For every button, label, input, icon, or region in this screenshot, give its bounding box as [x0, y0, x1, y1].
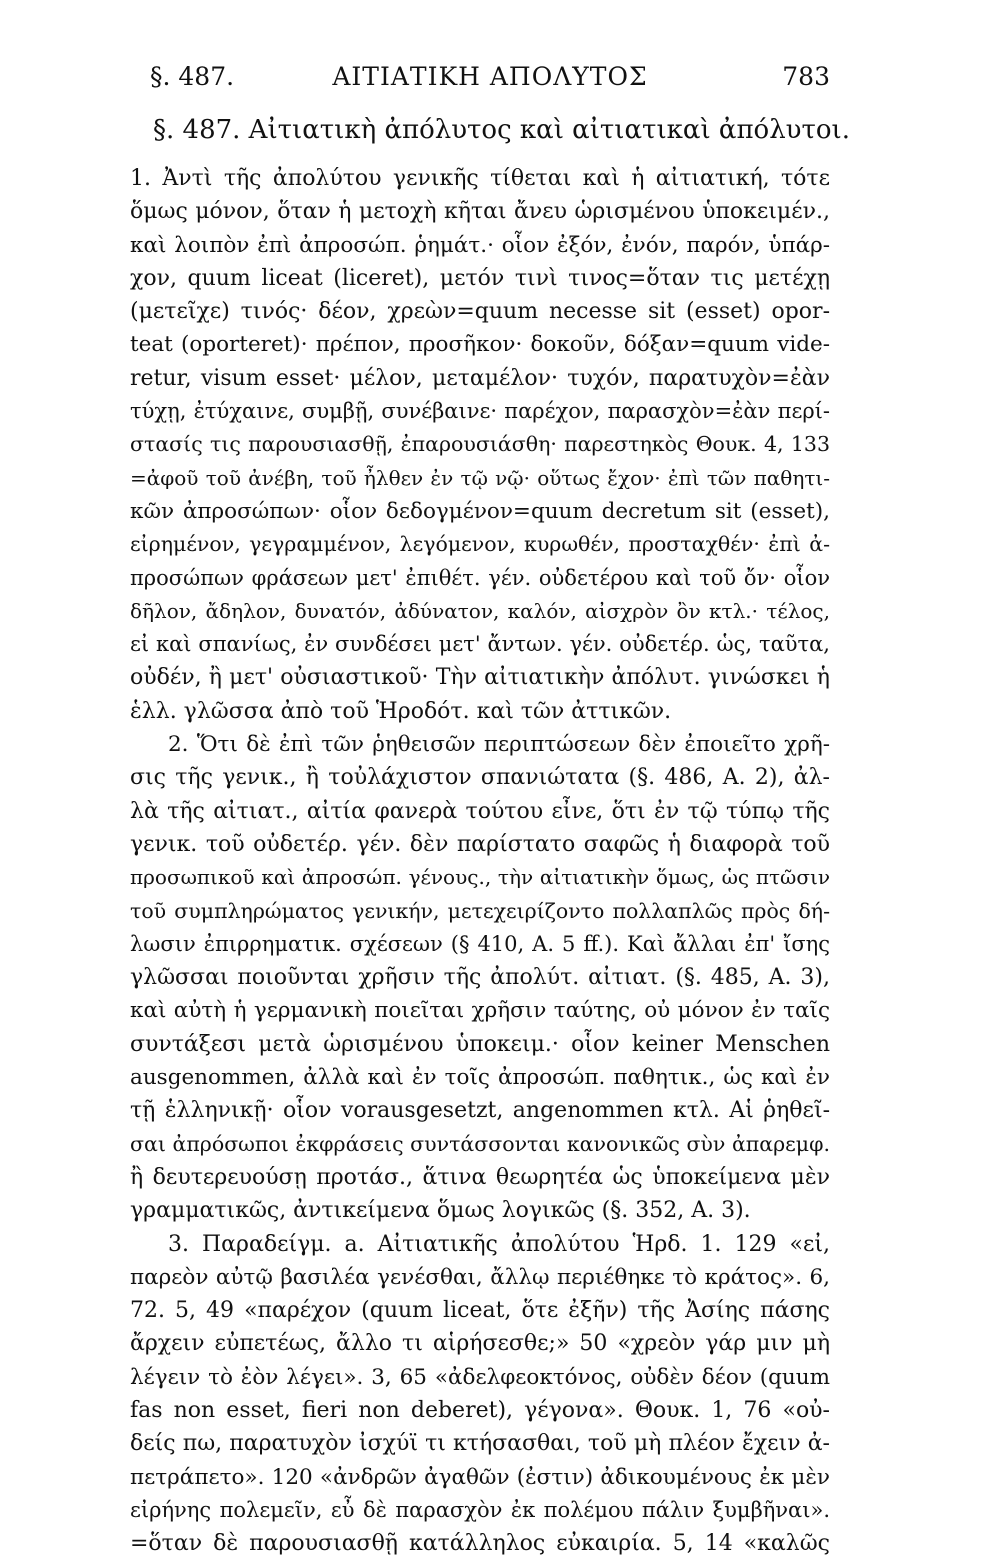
text-line: 72. 5, 49 «παρέχον (quum liceat, ὅτε ἐξῆν) τῆς Ἀσίης πάσης	[130, 1298, 830, 1324]
text-line: λὰ τῆς αἰτιατ., αἰτία φανερὰ τούτου εἶνε, ὅτι ἐν τῷ τύπῳ τῆς	[130, 798, 830, 824]
running-title: ΑΙΤΙΑΤΙΚΗ ΑΠΟΛΥΤΟΣ	[332, 62, 648, 91]
text-line: τοῦ συμπληρώματος γενικήν, μετεχειρίζοντο πολλαπλῶς πρὸς δή-	[130, 898, 830, 923]
text-line: ἑλλ. γλῶσσα ἀπὸ τοῦ Ἡροδότ. καὶ τῶν ἀττικῶν.	[130, 698, 672, 724]
text-line: =ἀφοῦ τοῦ ἀνέβη, τοῦ ἦλθεν ἐν τῷ νῷ· οὕτως ἔχον· ἐπὶ τῶν παθητι-	[130, 465, 830, 490]
text-line: =ὅταν δὲ παρουσιασθῇ κατάλληλος εὐκαιρία. 5, 14 «καλῶς	[130, 1531, 830, 1557]
text-line: τύχῃ, ἐτύχαινε, συμβῇ, συνέβαινε· παρέχον, παρασχὸν=ἐὰν περί-	[130, 399, 830, 424]
section-marker: §. 487.	[150, 62, 235, 91]
running-head	[150, 62, 830, 102]
text-line: fas non esset, fieri non deberet), γέγονα». Θουκ. 1, 76 «οὐ-	[130, 1397, 830, 1423]
text-line: σις τῆς γενικ., ἢ τοὐλάχιστον σπανιώτατα (§. 486, A. 2), ἀλ-	[130, 765, 830, 791]
text-line: retur, visum esset· μέλον, μεταμέλον· τυχόν, παρατυχὸν=ἐὰν	[130, 365, 830, 391]
text-line: λέγειν τὸ ἐὸν λέγει». 3, 65 «ἀδελφεοκτόνος, οὐδὲν δέον (quum	[130, 1364, 830, 1390]
section-heading: §. 487. Αἰτιατικὴ ἀπόλυτος καὶ αἰτιατικαὶ ἀπόλυτοι.	[153, 115, 850, 145]
text-line: καὶ λοιπὸν ἐπὶ ἀπροσώπ. ῥημάτ.· οἷον ἐξόν, ἐνόν, παρόν, ὑπάρ-	[130, 232, 830, 258]
text-line: ἄρχειν εὐπετέως, ἄλλο τι αἱρήσεσθε;» 50 «χρεὸν γάρ μιν μὴ	[130, 1331, 830, 1357]
text-line: 1. Ἀντὶ τῆς ἀπολύτου γενικῆς τίθεται καὶ ἡ αἰτιατική, τότε	[130, 166, 830, 191]
text-line: εἰ καὶ σπανίως, ἐν συνδέσει μετ' ἄντων. γέν. οὐδετέρ. ὡς, ταῦτα,	[130, 632, 830, 657]
text-line: ἢ δευτερευούσῃ προτάσ., ἅτινα θεωρητέα ὡς ὑποκείμενα μὲν	[130, 1164, 830, 1190]
text-line: σαι ἀπρόσωποι ἐκφράσεις συντάσσονται κανονικῶς σὺν ἀπαρεμφ.	[130, 1131, 830, 1156]
text-line: γενικ. τοῦ οὐδετέρ. γέν. δὲν παρίστατο σαφῶς ἡ διαφορὰ τοῦ	[130, 831, 830, 857]
text-line: 2. Ὅτι δὲ ἐπὶ τῶν ῥηθεισῶν περιπτώσεων δὲν ἐποιεῖτο χρῆ-	[168, 732, 830, 758]
body-text	[130, 162, 830, 1560]
text-line: γραμματικῶς, ἀντικείμενα ὅμως λογικῶς (§. 352, A. 3).	[130, 1198, 751, 1224]
text-line: δῆλον, ἄδηλον, δυνατόν, ἀδύνατον, καλόν, αἰσχρὸν ὂν κτλ.· τέλος,	[130, 598, 830, 623]
text-line: ὅμως μόνον, ὅταν ἡ μετοχὴ κῆται ἄνευ ὡρισμένου ὑποκειμέν.,	[130, 199, 830, 225]
text-line: πετράπετο». 120 «ἀνδρῶν ἀγαθῶν (ἐστιν) ἀδικουμένους ἐκ μὲν	[130, 1464, 830, 1490]
text-line: γλῶσσαι ποιοῦνται χρῆσιν τῆς ἀπολύτ. αἰτιατ. (§. 485, A. 3),	[130, 965, 830, 991]
text-line: συντάξεσι μετὰ ὡρισμένου ὑποκειμ.· οἷον keiner Menschen	[130, 1031, 830, 1057]
text-line: στασίς τις παρουσιασθῇ, ἐπαρουσιάσθη· παρεστηκὸς Θουκ. 4, 133	[130, 432, 830, 457]
page-number: 783	[782, 62, 830, 91]
text-line: προσωπικοῦ καὶ ἀπροσώπ. γένους., τὴν αἰτιατικὴν ὅμως, ὡς πτῶσιν	[130, 865, 830, 890]
text-line: χον, quum liceat (liceret), μετόν τινὶ τινος=ὅταν τις μετέχῃ	[130, 265, 830, 291]
text-line: τῇ ἑλληνικῇ· οἷον vorausgesetzt, angenommen κτλ. Αἱ ῥηθεῖ-	[130, 1098, 830, 1124]
text-line: εἰρημένον, γεγραμμένον, λεγόμενον, κυρωθέν, προσταχθέν· ἐπὶ ἀ-	[130, 532, 830, 557]
text-line: εἰρήνης πολεμεῖν, εὖ δὲ παρασχὸν ἐκ πολέμου πάλιν ξυμβῆναι».	[130, 1497, 830, 1522]
text-line: δείς πω, παρατυχὸν ἰσχύϊ τι κτήσασθαι, τοῦ μὴ πλέον ἔχειν ἀ-	[130, 1431, 830, 1457]
text-line: παρεὸν αὐτῷ βασιλέα γενέσθαι, ἄλλῳ περιέθηκε τὸ κράτος». 6,	[130, 1264, 830, 1290]
text-line: καὶ αὐτὴ ἡ γερμανικὴ ποιεῖται χρῆσιν ταύτης, οὐ μόνον ἐν ταῖς	[130, 998, 830, 1024]
text-line: (μετεῖχε) τινός· δέον, χρεὼν=quum necesse sit (esset) opor-	[130, 299, 830, 325]
text-line: teat (oporteret)· πρέπον, προσῆκον· δοκοῦν, δόξαν=quum vide-	[130, 332, 830, 358]
text-line: οὐδέν, ἢ μετ' οὐσιαστικοῦ· Τὴν αἰτιατικὴν ἀπόλυτ. γινώσκει ἡ	[130, 665, 830, 691]
text-line: προσώπων φράσεων μετ' ἐπιθέτ. γέν. οὐδετέρου καὶ τοῦ ὄν· οἷον	[130, 565, 830, 590]
text-line: κῶν ἀπροσώπων· οἷον δεδογμένον=quum decretum sit (esset),	[130, 498, 830, 524]
text-line: 3. Παραδείγμ. a. Αἰτιατικῆς ἀπολύτου Ἡρδ. 1. 129 «εἰ,	[168, 1231, 830, 1257]
text-line: ausgenommen, ἀλλὰ καὶ ἐν τοῖς ἀπροσώπ. παθητικ., ὡς καὶ ἐν	[130, 1065, 830, 1091]
text-line: λωσιν ἐπιρρηματικ. σχέσεων (§ 410, A. 5 ff.). Καὶ ἄλλαι ἐπ' ἴσης	[130, 931, 830, 956]
